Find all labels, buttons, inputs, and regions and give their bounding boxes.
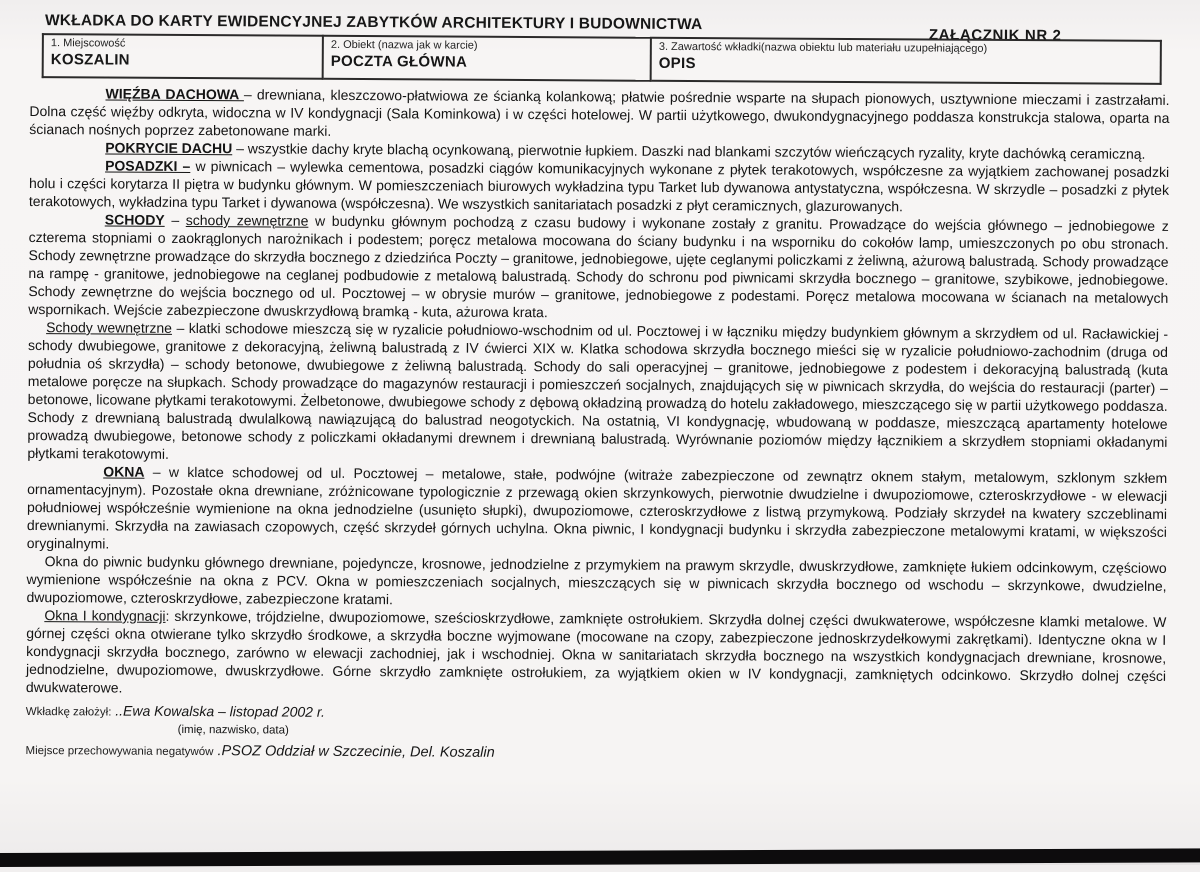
paragraph-heading: POKRYCIE DACHU — [105, 139, 232, 156]
cell-miejscowosc — [43, 34, 323, 79]
page-title: WKŁADKA DO KARTY EWIDENCYJNEJ ZABYTKÓW ARCHITEKTURY I BUDOWNICTWA — [45, 12, 702, 34]
paragraph-heading: OKNA — [103, 463, 144, 479]
footer-created-value: ..Ewa Kowalska – listopad 2002 r. — [111, 703, 325, 720]
paragraph-okna — [27, 462, 1168, 559]
document-footer — [25, 702, 1165, 767]
cell-obiekt-label: 2. Obiekt (nazwa jak w karcie) — [331, 39, 644, 54]
paragraph-okna-do-piwnic — [26, 552, 1166, 613]
paragraph-okna-i-kondygnacji — [26, 606, 1167, 703]
paragraph-heading: SCHODY — [105, 211, 165, 227]
paragraph-heading: POSADZKI – — [105, 157, 190, 174]
footer-created-label: Wkładkę założył: — [26, 706, 112, 719]
footer-negatives-label: Miejsce przechowywania negatywów — [25, 745, 213, 758]
paragraph-text: Okna do piwnic budynku głównego drewniane, pojedyncze, krosnowe, jednodzielne z przymykiem na prawym skrzydle, dwuskrzydłowe, zamknięte łukiem odcinkowym, częściowo wymienione współcześnie na okna z PCV. Okna w pomieszczeniach socjalnych, mieszczących się w piwnicach skrzydła bocznego od wschodu – skrzynkowe, dwudzielne, dwupoziomowe, czteroskrzydłowe, zabezpieczone kratami. — [26, 553, 1166, 607]
document-body — [25, 84, 1169, 767]
cell-zawartosc — [651, 38, 1161, 84]
cell-miejscowosc-label: 1. Miejscowość — [51, 37, 316, 52]
paragraph-subheading: schody zewnętrzne — [186, 212, 309, 229]
footer-created-hint: (imię, nazwisko, data) — [178, 722, 1166, 744]
paragraph-subheading: Schody wewnętrzne — [46, 319, 172, 336]
paragraph-text: : skrzynkowe, trójdzielne, dwupoziomowe, sześcioskrzydłowe, zamknięte ostrołukiem. Skrzydła dolnej części dwukwaterowe, współczesne klamki metalowe. W górnej części okna otwierane tylko skrzydło środkowe, a skrzydła boczne wyjmowane (mocowane na czopy, zabezpieczone jednoskrzydełkowymi zakrętkami). Identyczne okna w I kondygnacji skrzydła bocznego, zarówno w elewacji zachodniej, jak i wschodniej. Okna w sanitariatach skrzydła bocznego na wszystkich kondygnacjach drewniane, krosnowe, jednodzielne, dwupoziomowe, dwuskrzydłowe. Górne skrzydło zamknięte ostrołukiem, za wyjątkiem okien w IV kondygnacji, zamkniętych odcinkowo. Skrzydło dolnej części dwukwaterowe. — [26, 608, 1167, 696]
footer-negatives-value: .PSOZ Oddział w Szczecinie, Del. Koszalin — [213, 743, 494, 761]
ident-table — [42, 33, 1162, 85]
paragraph-text: – wszystkie dachy kryte blachą ocynkowaną, pierwotnie łupkiem. Daszki nad blankami szczytów wieńczących ryzality, kryte dachówką ceramiczną. — [232, 140, 1145, 162]
cell-obiekt-value: POCZTA GŁÓWNA — [331, 53, 644, 72]
footer-negatives-line — [25, 741, 1165, 767]
paragraph-schody — [28, 210, 1169, 325]
paragraph-text: w budynku głównym pochodzą z czasu budowy i wykonane zostały z granitu. Prowadzące do wejścia głównego – jednobiegowe z czterema stopniami o zaokrąglonych narożnikach i podestem; poręcz metalowa mocowana do ściany budynku i na wsporniku do cokołów lamp, umieszczonych po obu stronach. Schody zewnętrzne prowadzące do skrzydła bocznego z dziedzińca Poczty – granitowe, jednobiegowe, ujęte ceglanymi policzkami z żeliwną, ażurową balustradą. Schody prowadzące na rampę - granitowe, jednobiegowe na ceglanej podbudowie z metalową balustradą. Schody do schronu pod piwnicami skrzydła bocznego – granitowe, szybikowe, jednobiegowe. Schody zewnętrzne do wejścia bocznego od ul. Pocztowej – w obrysie murów – granitowe, jednobiegowe z podestami. Poręcz metalowa mocowana w ścianach na metalowych wspornikach. Wejście zabezpieczone dwuskrzydłową bramką - kuta, ażurowa krata. — [28, 213, 1169, 320]
ident-table-row — [43, 34, 1161, 84]
cell-miejscowosc-value: KOSZALIN — [51, 51, 316, 70]
attachment-label: ZAŁĄCZNIK NR 2 — [929, 26, 1062, 44]
paragraph-text: w piwnicach – wylewka cementowa, posadzki ciągów komunikacyjnych wykonane z płytek terakotowych, współczesne za wyjątkiem zachowanej posadzki holu i części korytarza II piętra w budynku głównym. W pomieszczeniach biurowych wykładzina typu Tarket lub dywanowa antystatyczna, współczesna. W skrzydle – posadzki z płytek terakotowych, wykładzina typu Tarket i dywanowa (współczesna). We wszystkich sanitariatach posadzki z płyt ceramicznych, glazurowanych. — [29, 158, 1169, 214]
paragraph-subheading: Okna I kondygnacji — [44, 607, 165, 624]
cell-obiekt — [323, 36, 651, 81]
paragraph-text: – klatki schodowe mieszczą się w ryzalicie południowo-wschodnim od ul. Pocztowej i w łączniku między budynkiem głównym a skrzydłem od ul. Racławickiej - schody dwubiegowe, granitowe z dekoracyjną, żeliwną balustradą z IV ćwierci XIX w. Klatka schodowa skrzydła bocznego mieści się w ryzalicie południowo-zachodnim (druga od południa oś skrzydła) – schody betonowe, dwubiegowe z żeliwną balustradą. Schody do sali operacyjnej – granitowe, jednobiegowe z podestem i dekoracyjną balustradą (kuta metalowe poręcze na słupkach. Schody prowadzące do magazynów restauracji i pomieszczeń socjalnych, znajdujących się w piwnicach skrzydła, do wejścia do restauracji (parter) – betonowe, licowane płytkami terakotowymi. Żelbetonowe, dwubiegowe schody z dębową okładziną prowadzą do hotelu zakładowego, mieszczącego się w partii użytkowego poddasza. Schody z drewnianą balustradą dwulalkową nawiązującą do balustrad neogotyckich. Na ostatnią, VI kondygnację, wbudowaną w poddasze, mieszczącą apartamenty hotelowe prowadzą dwubiegowe, betonowe schody z policzkami okładanymi drewnem i drewnianą balustradą. Wyrównanie poziomów między łącznikiem a skrzydłem stopniami okładanymi płytkami terakotowymi. — [27, 320, 1168, 462]
paragraph-wiezba-dachowa — [29, 84, 1169, 145]
paragraph-posadzki — [29, 156, 1169, 217]
paragraph-text: – drewniana, kleszczowo-płatwiowa ze ścianką kolankową; płatwie pośrednie wsparte na słupach pionowych, usztywnione mieczami i zastrzałami. Dolna część więźby odkryta, widoczna w IV kondygnacji (Sala Kominkowa) i w części hotelowej. W partii użytkowego, dwukondygnacyjnego poddasza konstrukcja stalowa, oparta na ścianach nośnych poprzez zabetonowane marki. — [29, 86, 1169, 139]
paragraph-heading: WIĘŹBA DACHOWA — [106, 85, 244, 102]
paragraph-separator: – — [165, 212, 186, 228]
cell-zawartosc-label: 3. Zawartość wkładki(nazwa obiektu lub materiału uzupełniającego) — [659, 41, 1154, 57]
paragraph-text: – w klatce schodowej od ul. Pocztowej – metalowe, stałe, podwójne (witraże zabezpieczone od zewnątrz oknem stałym, metalowym, szklonym szkłem ornamentacyjnym). Pozostałe okna drewniane, zróżnicowane typologicznie z przewagą okien skrzynkowych, pierwotnie dwudzielne i dwupoziomowe, czteroskrzydłowe - w elewacji południowej współcześnie wymienione na okna jednodzielne (usunięto słupki), dwupoziomowe, czteroskrzydłowe z listwą przymykową. Podziały skrzydeł na kwatery szczeblinami drewnianymi. Skrzydła na zawiasach czopowych, część skrzydeł górnych uchylna. Okna piwnic, I kondygnacji budynku i skrzydła zabezpieczone metalowymi kratami, w większości oryginalnymi. — [27, 464, 1168, 552]
paragraph-schody-wewnetrzne — [27, 318, 1168, 469]
cell-zawartosc-value: OPIS — [659, 55, 1154, 75]
